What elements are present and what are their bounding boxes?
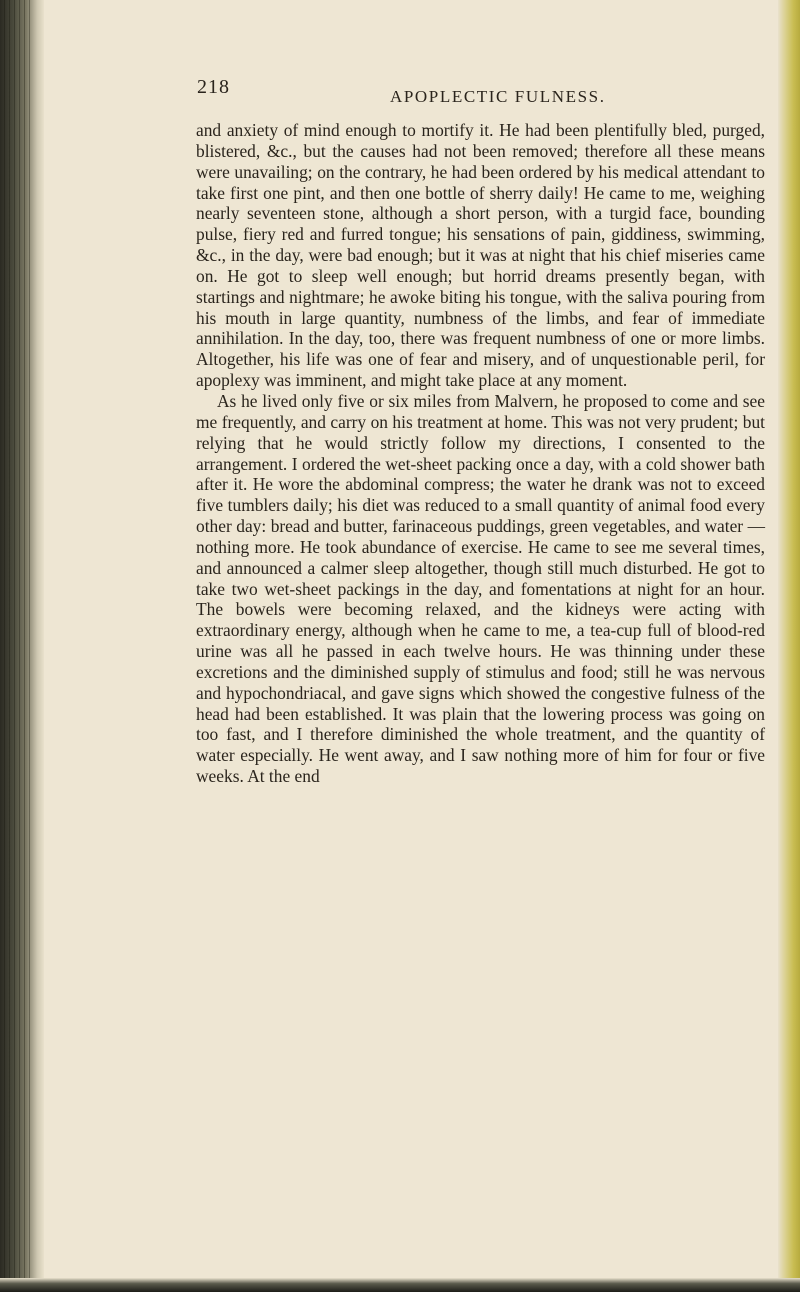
paragraph-1: and anxiety of mind enough to mortify it. He had been plentifully bled, purged, blistered, &c., but the causes had not been removed; therefore all these means were unavailing; on the contrary, he had been ordered by his medical attendant to take first one pint, and then one bottle of sherry daily! He came to me, weighing nearly seventeen stone, although a short person, with a turgid face, bounding pulse, fiery red and furred tongue; his sensations of pain, giddiness, swimming, &c., in the day, were bad enough; but it was at night that his chief miseries came on. He got to sleep well enough; but horrid dreams presently began, with startings and nightmare; he awoke biting his tongue, with the saliva pouring from his mouth in large quantity, numbness of the limbs, and fear of immediate annihilation. In the day, too, there was frequent numbness of one or more limbs. Altogether, his life was one of fear and misery, and of unquestionable peril, for apoplexy was imminent, and might take place at any moment.: [196, 120, 765, 391]
page-edge-bottom: [0, 1278, 800, 1292]
book-page: [140, 76, 765, 787]
page-number: 218: [197, 76, 230, 98]
page-header: [140, 76, 765, 120]
paragraph-2: As he lived only five or six miles from Malvern, he proposed to come and see me frequently, and carry on his treatment at home. This was not very prudent; but relying that he would strictly follow my directions, I consented to the arrangement. I ordered the wet-sheet packing once a day, with a cold shower bath after it. He wore the abdominal compress; the water he drank was not to exceed five tumblers daily; his diet was reduced to a small quantity of animal food every other day: bread and butter, farinaceous puddings, green vegetables, and water —nothing more. He took abundance of exercise. He came to see me several times, and announced a calmer sleep altogether, though still much disturbed. He got to take two wet-sheet packings in the day, and fomentations at night for an hour. The bowels were becoming relaxed, and the kidneys were acting with extraordinary energy, although when he came to me, a tea-cup full of blood-red urine was all he passed in each twelve hours. He was thinning under these excretions and the diminished supply of stimulus and food; still he was nervous and hypochondriacal, and gave signs which showed the congestive fulness of the head had been established. It was plain that the lowering process was going on too fast, and I therefore diminished the whole treatment, and the quantity of water especially. He went away, and I saw nothing more of him for four or five weeks. At the end: [196, 390, 765, 787]
binding-lines: [4, 0, 34, 1292]
body-text: [140, 120, 765, 787]
page-edge-right: [778, 0, 800, 1292]
running-head: APOPLECTIC FULNESS.: [390, 87, 606, 106]
